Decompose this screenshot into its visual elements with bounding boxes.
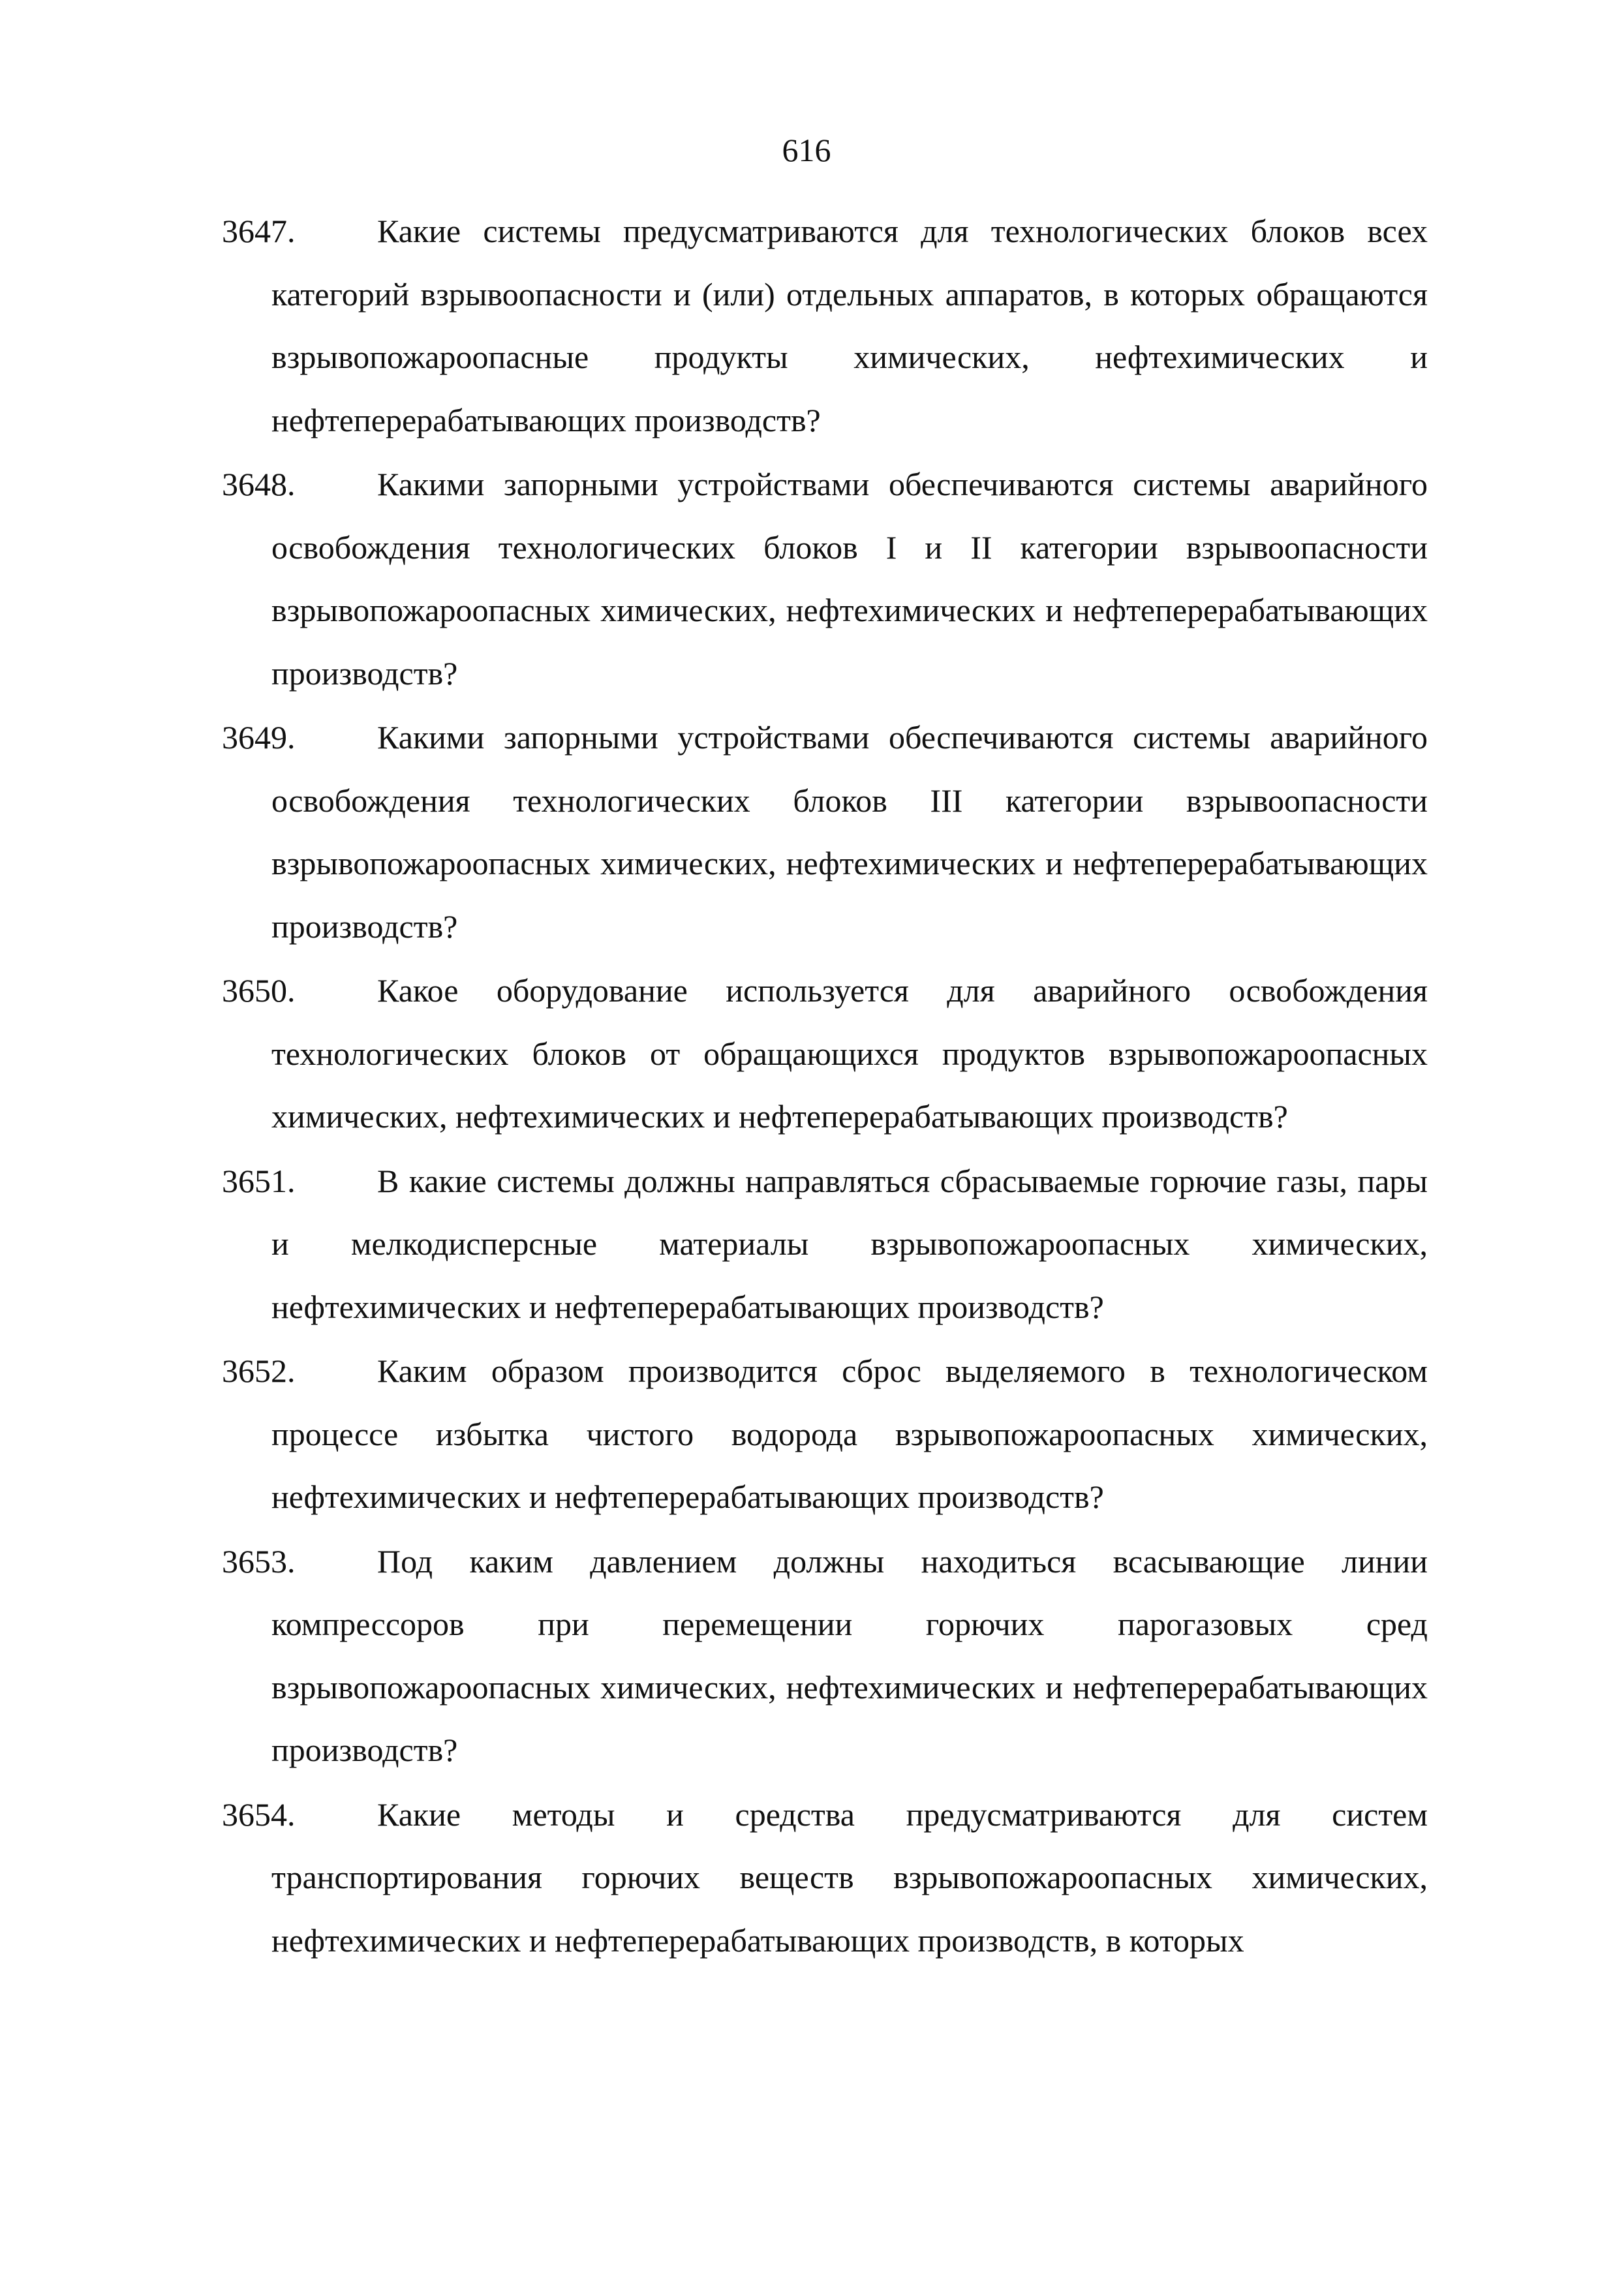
question-item <box>222 1150 1428 1339</box>
question-text: Какие методы и средства предусматриваются для систем транспортирования горючих веществ взрывопожароопасных химических, нефтехимических и нефтеперерабатывающих производств, в которых <box>271 1796 1428 1959</box>
question-list <box>222 200 1428 1973</box>
question-text: Какими запорными устройствами обеспечиваются системы аварийного освобождения технологических блоков III категории взрывоопасности взрывопожароопасных химических, нефтехимических и нефтеперерабатывающих производств? <box>271 719 1428 945</box>
question-number: 3648. <box>222 466 296 502</box>
question-number: 3652. <box>222 1353 296 1389</box>
question-text: Каким образом производится сброс выделяемого в технологическом процессе избытка чистого водорода взрывопожароопасных химических, нефтехимических и нефтеперерабатывающих производств? <box>271 1353 1428 1515</box>
question-item <box>222 959 1428 1148</box>
question-item <box>222 200 1428 452</box>
question-item <box>222 706 1428 958</box>
question-number: 3654. <box>222 1796 296 1833</box>
question-number: 3647. <box>222 213 296 249</box>
page-number: 616 <box>782 132 831 168</box>
question-number: 3650. <box>222 972 296 1009</box>
question-text: В какие системы должны направляться сбрасываемые горючие газы, пары и мелкодисперсные материалы взрывопожароопасных химических, нефтехимических и нефтеперерабатывающих производств? <box>271 1162 1428 1325</box>
question-text: Какие системы предусматриваются для технологических блоков всех категорий взрывоопасности и (или) отдельных аппаратов, в которых обращаются взрывопожароопасные продукты химических, нефтехимических и нефтеперерабатывающих производств? <box>271 213 1428 438</box>
question-text: Какое оборудование используется для аварийного освобождения технологических блоков от обращающихся продуктов взрывопожароопасных химических, нефтехимических и нефтеперерабатывающих производств? <box>271 972 1428 1135</box>
question-number: 3651. <box>222 1162 296 1199</box>
question-text: Под каким давлением должны находиться всасывающие линии компрессоров при перемещении горючих парогазовых сред взрывопожароопасных химических, нефтехимических и нефтеперерабатывающих производств? <box>271 1542 1428 1768</box>
question-number: 3649. <box>222 719 296 756</box>
question-number: 3653. <box>222 1542 296 1580</box>
question-item <box>222 1339 1428 1529</box>
question-item <box>222 453 1428 705</box>
question-item <box>222 1530 1428 1782</box>
question-item <box>222 1783 1428 1972</box>
question-text: Какими запорными устройствами обеспечиваются системы аварийного освобождения технологических блоков I и II категории взрывоопасности взрывопожароопасных химических, нефтехимических и нефтеперерабатывающих производств? <box>271 466 1428 692</box>
